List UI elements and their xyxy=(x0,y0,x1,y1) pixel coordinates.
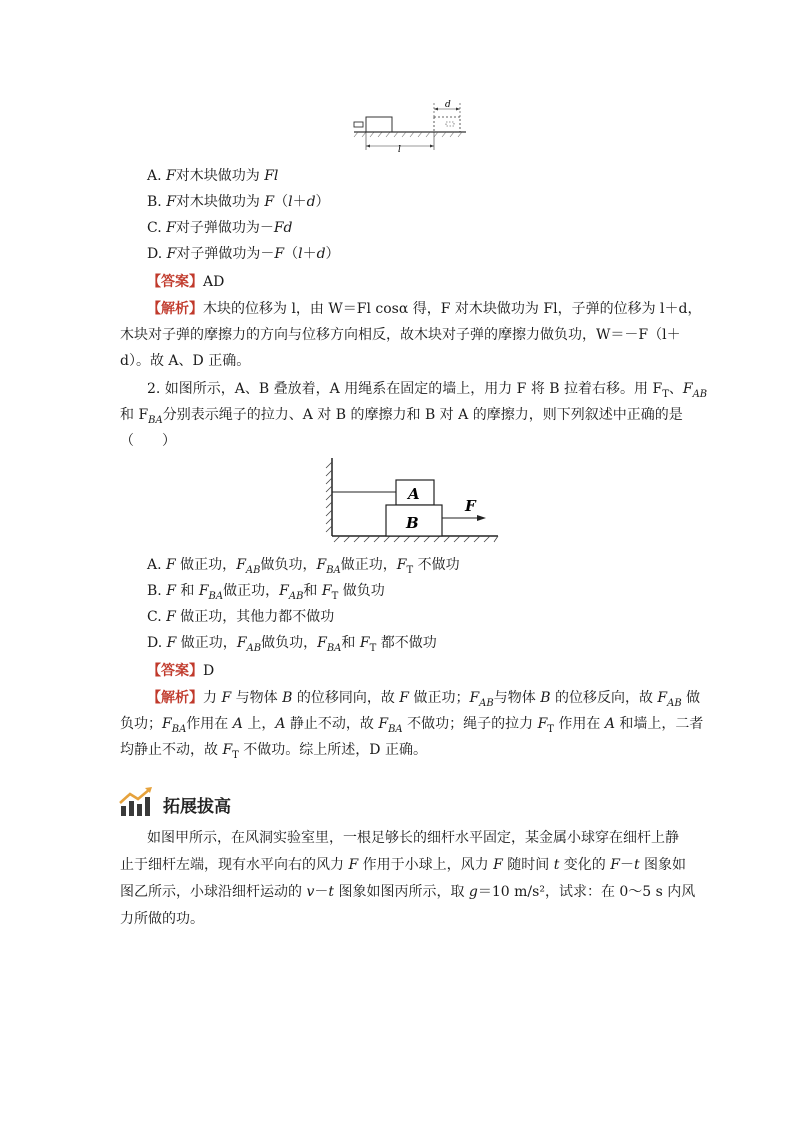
q1-option-a: A. F对木块做功为 Fl xyxy=(147,168,279,184)
q2-analysis-line3: 均静止不动，故 $F_T$ 不做功。综上所述，D 正确。 xyxy=(120,742,427,761)
section-line4: 力所做的功。 xyxy=(120,911,204,927)
stacked-blocks-figure xyxy=(318,456,502,548)
q1-option-d: D. F对子弹做功为－F（l＋d） xyxy=(147,246,340,262)
section-line2: 止于细杆左端，现有水平向右的风力 F 作用于小球上，风力 F 随时间 t 变化的 F－t 图象如 xyxy=(120,857,687,873)
q2-option-d: D. F 做正功，$F_{AB}$做负功，$F_{BA}$和 $F_T$ 都不做功 xyxy=(147,635,437,654)
q2-option-c: C. F 做正功，其他力都不做功 xyxy=(147,609,335,625)
q1-answer: 【答案】AD xyxy=(147,274,225,290)
figure-label-l: l xyxy=(398,145,401,155)
q2-analysis-line1: 【解析】力 F 与物体 B 的位移同向，故 F 做正功；$F_{AB}$与物体 B 的位移反向，故 $F_{AB}$ 做 xyxy=(147,690,701,709)
q2-answer: 【答案】D xyxy=(147,663,215,679)
q1-option-b: B. F对木块做功为 F（l＋d） xyxy=(147,194,330,210)
figure-label-d: d xyxy=(445,100,451,110)
q2-stem-line3: （ ） xyxy=(120,433,176,449)
q2-analysis-line2: 负功；$F_{BA}$作用在 A 上，A 静止不动，故 $F_{BA}$ 不做功；绳子的拉力 $F_T$ 作用在 A 和墙上，二者 xyxy=(120,716,704,735)
section-line1: 如图甲所示，在风洞实验室里，一根足够长的细杆水平固定，某金属小球穿在细杆上静 xyxy=(147,830,679,846)
q2-stem-line1: 2. 如图所示，A、B 叠放着，A 用绳系在固定的墙上，用力 F 将 B 拉着右移。用 $F_T$、$F_{AB}$ xyxy=(147,381,708,400)
q2-option-a: A. F 做正功，$F_{AB}$做负功，$F_{BA}$做正功，$F_T$ 不做功 xyxy=(147,557,460,576)
q1-analysis-line2: 木块对子弹的摩擦力的方向与位移方向相反，故木块对子弹的摩擦力做负功，W＝－F（l＋ xyxy=(120,327,681,343)
section-title: 拓展拔高 xyxy=(163,797,231,817)
q1-option-c: C. F对子弹做功为－Fd xyxy=(147,220,293,236)
q2-stem-line2: 和 $F_{BA}$分别表示绳子的拉力、A 对 B 的摩擦力和 B 对 A 的摩擦力，则下列叙述中正确的是 xyxy=(120,407,683,426)
figure-label-B: B xyxy=(406,514,419,532)
figure-label-A: A xyxy=(408,485,420,503)
q1-analysis-line1: 【解析】木块的位移为 l，由 W＝Fl cosα 得，F 对木块做功为 Fl，子弹的位移为 l＋d， xyxy=(147,301,702,317)
figure-label-F: F xyxy=(465,497,476,515)
trend-chart-icon xyxy=(118,786,156,818)
bullet-block-figure xyxy=(348,100,468,156)
q2-option-b: B. F 和 $F_{BA}$做正功，$F_{AB}$和 $F_T$ 做负功 xyxy=(147,583,385,602)
section-line3: 图乙所示，小球沿细杆运动的 v－t 图象如图丙所示，取 g＝10 m/s²，试求：在 0～5 s 内风 xyxy=(120,884,696,900)
q1-analysis-line3: d）。故 A、D 正确。 xyxy=(120,353,251,369)
